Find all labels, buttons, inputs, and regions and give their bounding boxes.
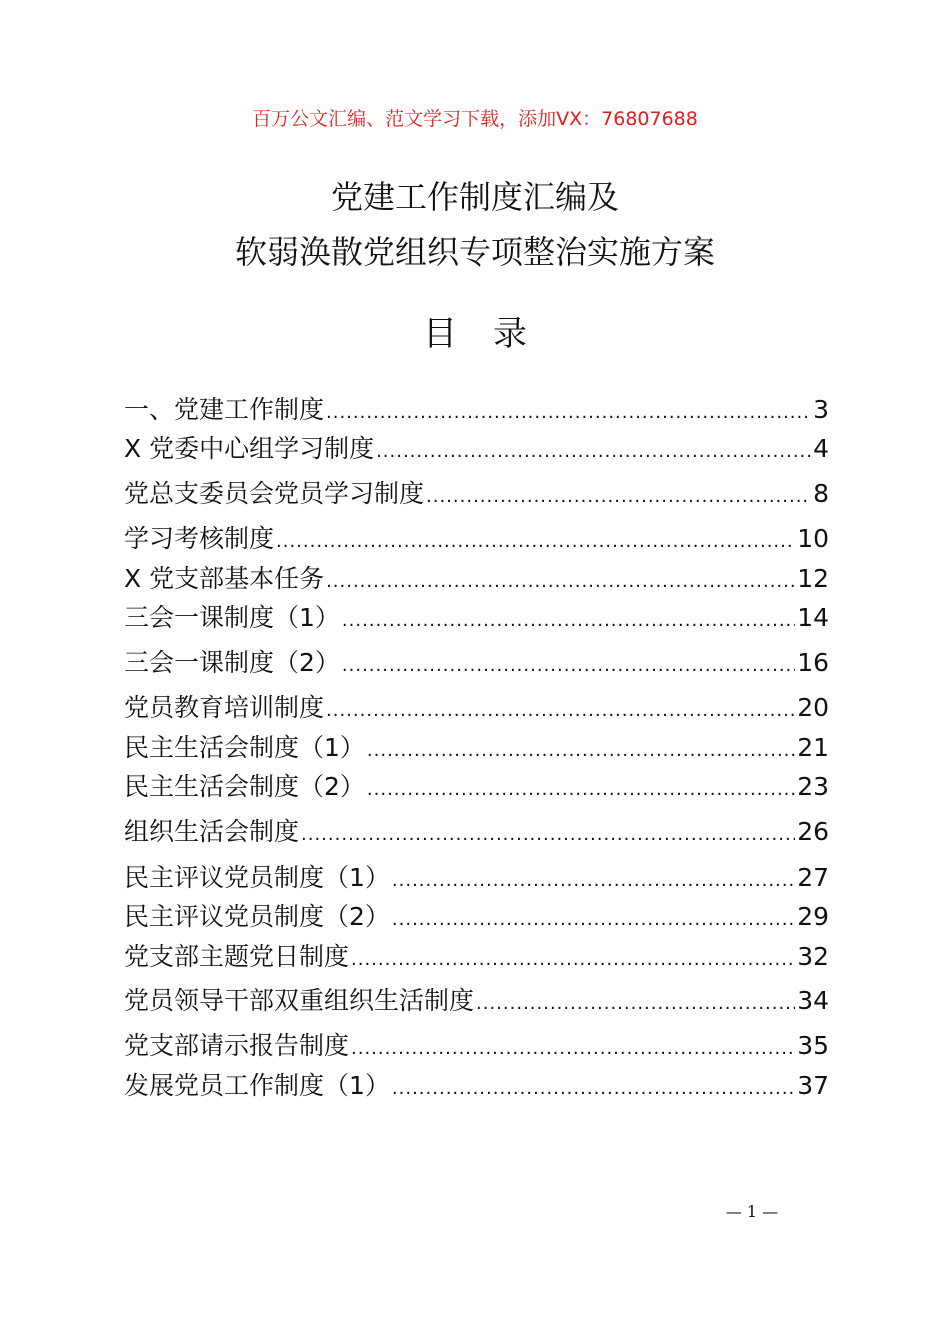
toc-entry[interactable] [124, 731, 829, 765]
toc-dot-leader [326, 396, 811, 430]
toc-entry-title: 党总支委员会党员学习制度 [124, 479, 425, 508]
toc-entry-title: 民主评议党员制度（1） [124, 863, 390, 892]
toc-entry-page: 27 [797, 863, 829, 892]
toc-entry-page: 21 [797, 733, 829, 762]
toc-entry[interactable] [124, 601, 829, 635]
toc-dot-leader [392, 864, 795, 898]
page-number: — 1 — [725, 1202, 779, 1221]
toc-heading: 目录 [423, 314, 563, 354]
toc-entry-page: 37 [797, 1071, 829, 1100]
toc-dot-leader [342, 649, 795, 683]
toc-entry-title: 组织生活会制度 [124, 817, 300, 846]
toc-entry[interactable] [124, 770, 829, 804]
toc-dot-leader [392, 1072, 795, 1106]
toc-dot-leader [301, 818, 795, 852]
toc-entry[interactable] [124, 1069, 829, 1103]
toc-dot-leader [326, 694, 795, 728]
toc-entry[interactable] [124, 815, 829, 849]
document-title-line-1: 党建工作制度汇编及 [330, 178, 619, 216]
toc-entry-page: 12 [797, 564, 829, 593]
toc-entry-title: 三会一课制度（1） [124, 603, 340, 632]
toc-entry-title: 三会一课制度（2） [124, 648, 340, 677]
toc-entry-title: 民主生活会制度（1） [124, 733, 365, 762]
toc-dot-leader [351, 943, 795, 977]
toc-entry-title: 党员教育培训制度 [124, 693, 325, 722]
toc-entry[interactable] [124, 861, 829, 895]
toc-entry[interactable] [124, 432, 829, 466]
toc-entry-page: 29 [797, 902, 829, 931]
toc-entry[interactable] [124, 940, 829, 974]
toc-entry-title: 学习考核制度 [124, 524, 275, 553]
toc-dot-leader [392, 903, 795, 937]
toc-dot-leader [376, 435, 811, 469]
toc-entry-page: 10 [797, 524, 829, 553]
toc-entry-page: 8 [813, 479, 829, 508]
toc-entry[interactable] [124, 900, 829, 934]
toc-entry-title: 党员领导干部双重组织生活制度 [124, 986, 475, 1015]
toc-entry-page: 20 [797, 693, 829, 722]
toc-dot-leader [351, 1032, 795, 1066]
toc-dot-leader [476, 987, 795, 1021]
toc-entry-page: 35 [797, 1031, 829, 1060]
toc-entry-page: 32 [797, 942, 829, 971]
toc-dot-leader [342, 604, 795, 638]
toc-entry[interactable] [124, 393, 829, 427]
toc-dot-leader [367, 773, 795, 807]
promo-banner: 百万公文汇编、范文学习下载，添加VX：76807688 [252, 108, 698, 130]
toc-entry[interactable] [124, 691, 829, 725]
toc-dot-leader [367, 734, 795, 768]
document-title-line-2: 软弱涣散党组织专项整治实施方案 [234, 233, 715, 271]
toc-entry[interactable] [124, 477, 829, 511]
toc-entry-title: X 党委中心组学习制度 [124, 434, 375, 463]
toc-entry-title: 民主生活会制度（2） [124, 772, 365, 801]
toc-entry-title: 党支部主题党日制度 [124, 942, 350, 971]
toc-entry[interactable] [124, 1029, 829, 1063]
toc-entry-title: X 党支部基本任务 [124, 564, 325, 593]
toc-entry-page: 3 [813, 395, 829, 424]
toc-entry-page: 34 [797, 986, 829, 1015]
toc-entry-title: 发展党员工作制度（1） [124, 1071, 390, 1100]
toc-entry-title: 民主评议党员制度（2） [124, 902, 390, 931]
toc-entry-page: 26 [797, 817, 829, 846]
toc-entry-page: 23 [797, 772, 829, 801]
toc-entry-title: 党支部请示报告制度 [124, 1031, 350, 1060]
toc-dot-leader [326, 565, 795, 599]
toc-entry-page: 4 [813, 434, 829, 463]
toc-dot-leader [276, 525, 795, 559]
toc-entry[interactable] [124, 984, 829, 1018]
toc-entry[interactable] [124, 522, 829, 556]
toc-entry[interactable] [124, 646, 829, 680]
toc-entry-page: 16 [797, 648, 829, 677]
toc-dot-leader [426, 480, 811, 514]
toc-entry-title: 一、党建工作制度 [124, 395, 325, 424]
toc-entry[interactable] [124, 562, 829, 596]
toc-entry-page: 14 [797, 603, 829, 632]
